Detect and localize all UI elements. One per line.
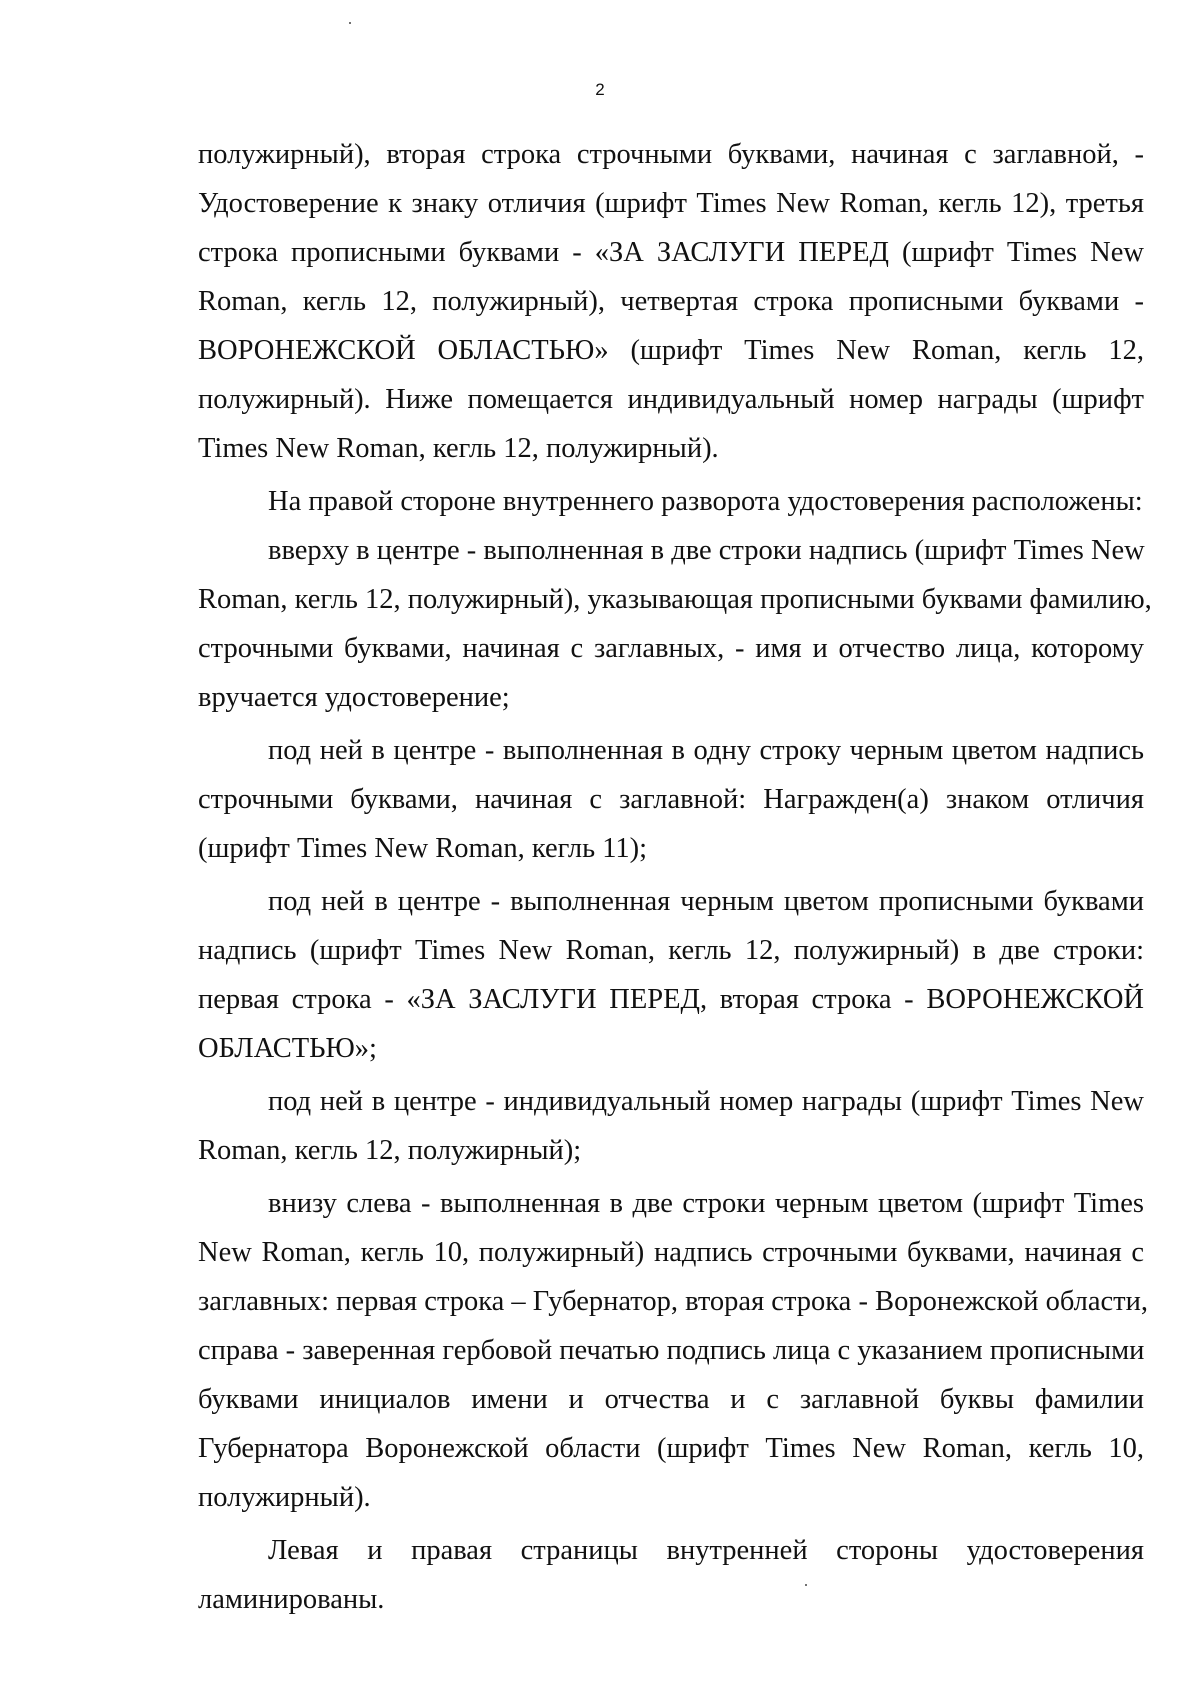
page-number: 2 [595,80,605,99]
scan-speck [349,22,351,24]
text-line: Times New Roman, кегль 12, полужирный). [198,433,719,464]
text-line: ОБЛАСТЬЮ»; [198,1033,377,1064]
paragraph [198,1179,1148,1522]
text-line: под ней в центре - индивидуальный номер награды (шрифт Times New [268,1086,1144,1117]
text-line: справа - заверенная гербовой печатью подпись лица с указанием прописными [198,1335,1145,1366]
paragraph [198,1526,1144,1624]
text-line: заглавных: первая строка – Губернатор, вторая строка - Воронежской области, [198,1286,1148,1317]
text-line: первая строка - «ЗА ЗАСЛУГИ ПЕРЕД, вторая строка - ВОРОНЕЖСКОЙ [198,984,1144,1015]
text-line: вручается удостоверение; [198,682,510,713]
text-line: Губернатора Воронежской области (шрифт Times New Roman, кегль 10, [198,1433,1144,1464]
text-line: New Roman, кегль 10, полужирный) надпись строчными буквами, начиная с [198,1237,1144,1268]
text-line: ВОРОНЕЖСКОЙ ОБЛАСТЬЮ» (шрифт Times New Roman, кегль 12, [198,335,1144,366]
text-line: строчными буквами, начиная с заглавных, - имя и отчество лица, которому [198,633,1144,664]
text-line: под ней в центре - выполненная в одну строку черным цветом надпись [268,735,1144,766]
text-line: Левая и правая страницы внутренней стороны удостоверения [268,1535,1144,1566]
text-line: полужирный). Ниже помещается индивидуальный номер награды (шрифт [198,384,1144,415]
text-line: Удостоверение к знаку отличия (шрифт Times New Roman, кегль 12), третья [198,188,1144,219]
text-line: ламинированы. [198,1584,385,1615]
text-line: буквами инициалов имени и отчества и с заглавной буквы фамилии [198,1384,1144,1415]
paragraph [198,526,1152,722]
paragraph [198,726,1144,873]
text-line: вверху в центре - выполненная в две строки надпись (шрифт Times New [268,535,1145,566]
text-line: Roman, кегль 12, полужирный), указывающая прописными буквами фамилию, [198,584,1152,615]
text-line: надпись (шрифт Times New Roman, кегль 12, полужирный) в две строки: [198,935,1144,966]
text-line: строка прописными буквами - «ЗА ЗАСЛУГИ ПЕРЕД (шрифт Times New [198,237,1144,268]
paragraph [198,1077,1144,1175]
paragraph [198,877,1144,1073]
text-line: под ней в центре - выполненная черным цветом прописными буквами [268,886,1144,917]
text-line: (шрифт Times New Roman, кегль 11); [198,833,648,864]
text-line: Roman, кегль 12, полужирный); [198,1135,582,1166]
text-line: На правой стороне внутреннего разворота удостоверения расположены: [268,486,1143,517]
document-body [198,130,1152,1624]
paragraph [198,477,1144,526]
text-line: полужирный), вторая строка строчными буквами, начиная с заглавной, - [198,139,1144,170]
text-line: полужирный). [198,1482,371,1513]
paragraph [198,130,1144,473]
text-line: внизу слева - выполненная в две строки черным цветом (шрифт Times [268,1188,1144,1219]
text-line: строчными буквами, начиная с заглавной: Награжден(а) знаком отличия [198,784,1144,815]
text-line: Roman, кегль 12, полужирный), четвертая строка прописными буквами - [198,286,1144,317]
